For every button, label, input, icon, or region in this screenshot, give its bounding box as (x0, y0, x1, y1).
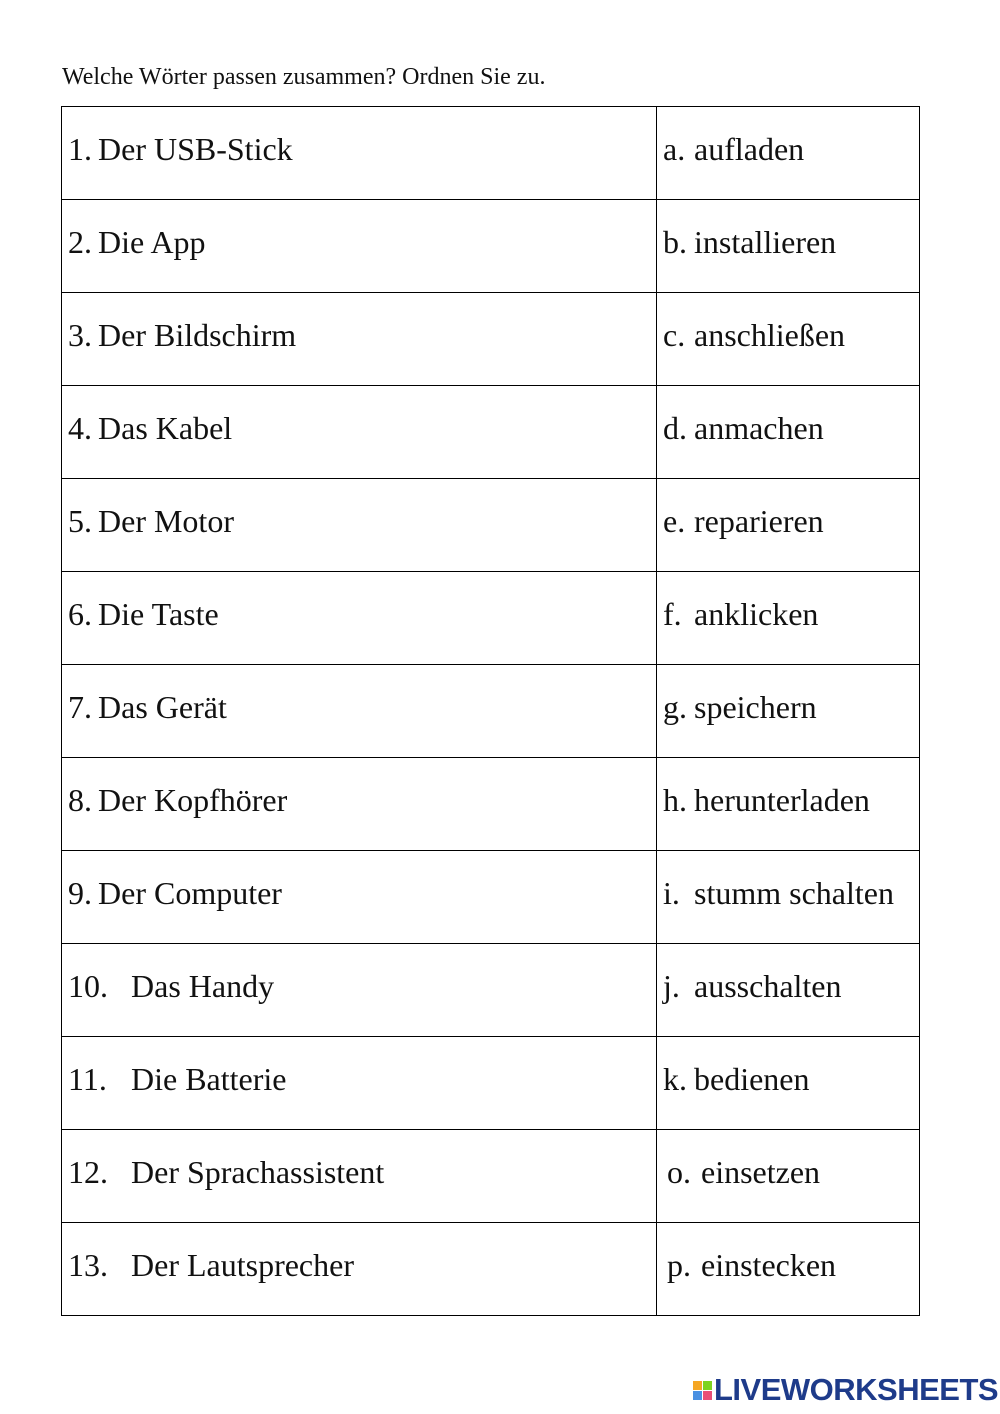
item-number: 11. (68, 1060, 107, 1097)
item-letter: g. (663, 688, 687, 725)
logo-squares-icon (693, 1381, 712, 1400)
verb-cell (657, 386, 920, 479)
table-row (62, 200, 920, 293)
table-row (62, 386, 920, 479)
table-row (62, 851, 920, 944)
verb-cell (657, 1223, 920, 1316)
verb-text: bedienen (694, 1060, 810, 1097)
verb-text: reparieren (694, 502, 824, 539)
verb-text: speichern (694, 688, 817, 725)
noun-cell (62, 200, 657, 293)
verb-text: anklicken (694, 595, 819, 632)
logo-text: LIVEWORKSHEETS (714, 1372, 999, 1407)
noun-text: Der USB-Stick (98, 130, 293, 167)
item-letter: h. (663, 781, 687, 818)
verb-text: herunterladen (694, 781, 870, 818)
noun-cell (62, 107, 657, 200)
item-letter: e. (663, 502, 686, 539)
matching-table (61, 106, 920, 1316)
verb-cell (657, 665, 920, 758)
verb-cell (657, 851, 920, 944)
verb-cell (657, 1130, 920, 1223)
item-letter: c. (663, 316, 686, 353)
verb-text: aufladen (694, 130, 805, 167)
verb-cell (657, 944, 920, 1037)
item-number: 6. (68, 595, 92, 632)
noun-text: Der Computer (98, 874, 282, 911)
noun-cell (62, 851, 657, 944)
item-number: 4. (68, 409, 92, 446)
instruction-text: Welche Wörter passen zusammen? Ordnen Sie zu. (62, 64, 546, 90)
noun-cell (62, 479, 657, 572)
item-number: 1. (68, 130, 92, 167)
noun-cell (62, 1130, 657, 1223)
logo-square-1 (693, 1381, 702, 1390)
item-letter: j. (663, 967, 680, 1004)
noun-text: Das Gerät (98, 688, 227, 725)
logo-square-3 (693, 1391, 702, 1400)
verb-text: installieren (694, 223, 837, 260)
verb-cell (657, 479, 920, 572)
noun-cell (62, 1223, 657, 1316)
noun-cell (62, 665, 657, 758)
noun-cell (62, 1037, 657, 1130)
noun-cell (62, 293, 657, 386)
item-number: 7. (68, 688, 92, 725)
verb-cell (657, 1037, 920, 1130)
verb-text: einsetzen (701, 1153, 821, 1190)
item-letter: b. (663, 223, 687, 260)
item-letter: a. (663, 130, 686, 167)
verb-text: stumm schalten (694, 874, 894, 911)
noun-cell (62, 386, 657, 479)
item-number: 3. (68, 316, 92, 353)
table-row (62, 1223, 920, 1316)
item-number: 2. (68, 223, 92, 260)
item-letter: p. (667, 1246, 691, 1283)
item-letter: k. (663, 1060, 687, 1097)
item-letter: o. (667, 1153, 691, 1190)
table-row (62, 944, 920, 1037)
noun-text: Die App (98, 223, 206, 260)
noun-text: Das Kabel (98, 409, 233, 446)
verb-text: ausschalten (694, 967, 842, 1004)
item-letter: i. (663, 874, 680, 911)
noun-text: Der Bildschirm (98, 316, 297, 353)
noun-text: Der Lautsprecher (131, 1246, 354, 1283)
logo-square-2 (703, 1381, 712, 1390)
item-number: 10. (68, 967, 108, 1004)
verb-cell (657, 107, 920, 200)
verb-text: einstecken (701, 1246, 837, 1283)
verb-cell (657, 572, 920, 665)
noun-text: Der Sprachassistent (131, 1153, 385, 1190)
noun-text: Die Batterie (131, 1060, 287, 1097)
verb-text: anschließen (694, 316, 846, 353)
table-row (62, 665, 920, 758)
noun-text: Der Motor (98, 502, 234, 539)
noun-cell (62, 572, 657, 665)
table-row (62, 1037, 920, 1130)
noun-text: Das Handy (131, 967, 275, 1004)
table-row (62, 572, 920, 665)
noun-text: Die Taste (98, 595, 219, 632)
table-row (62, 293, 920, 386)
item-letter: d. (663, 409, 687, 446)
table-row (62, 1130, 920, 1223)
verb-cell (657, 200, 920, 293)
item-number: 8. (68, 781, 92, 818)
liveworksheets-logo (693, 1372, 998, 1408)
verb-text: anmachen (694, 409, 824, 446)
noun-cell (62, 944, 657, 1037)
noun-text: Der Kopfhörer (98, 781, 288, 818)
noun-cell (62, 758, 657, 851)
verb-cell (657, 758, 920, 851)
verb-cell (657, 293, 920, 386)
item-letter: f. (663, 595, 682, 632)
table-row (62, 758, 920, 851)
item-number: 12. (68, 1153, 108, 1190)
item-number: 5. (68, 502, 92, 539)
item-number: 13. (68, 1246, 108, 1283)
table-row (62, 107, 920, 200)
item-number: 9. (68, 874, 92, 911)
logo-square-4 (703, 1391, 712, 1400)
table-row (62, 479, 920, 572)
